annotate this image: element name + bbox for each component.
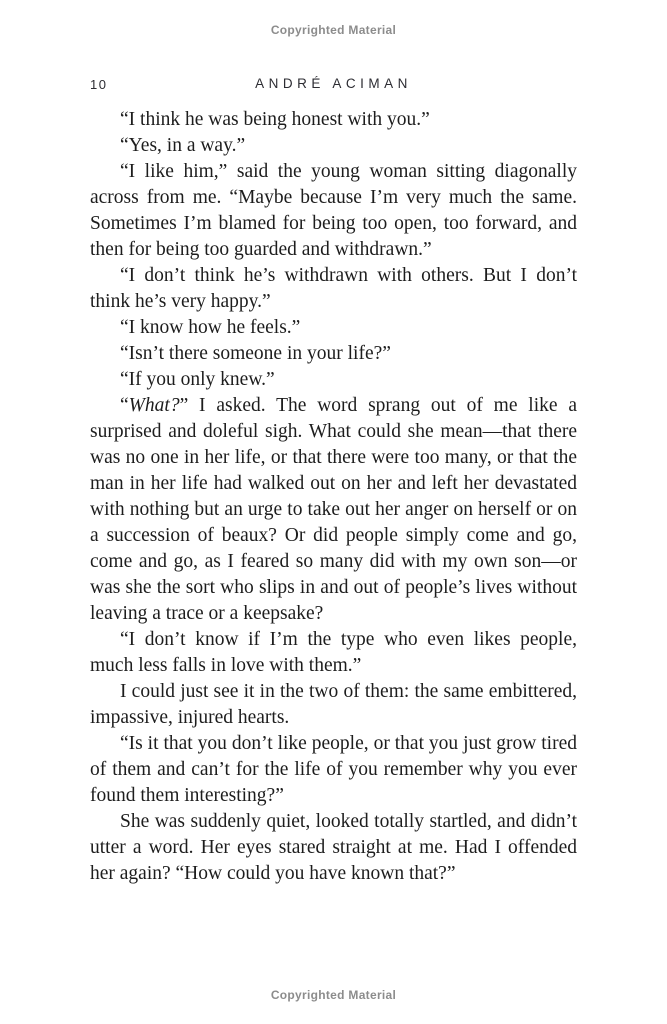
quote-open: “ <box>120 395 129 416</box>
running-header <box>90 76 577 94</box>
running-header-author: ANDRÉ ACIMAN <box>255 76 412 91</box>
paragraph: “I know how he feels.” <box>120 317 301 338</box>
copyright-notice-bottom: Copyrighted Material <box>270 988 397 1002</box>
paragraph: “Yes, in a way.” <box>120 135 246 156</box>
paragraph: “I like him,” said the young woman sitting diagonally across from me. “Maybe because I’m very much the same. Sometimes I’m blamed for being too open, too forward, and then for being too guarded and withdrawn.” <box>90 161 577 260</box>
paragraph-with-italic <box>90 393 577 627</box>
book-text <box>90 107 577 887</box>
paragraph-rest: ” I asked. The word sprang out of me like a surprised and doleful sigh. What could she mean—that there was no one in her life, or that there were too many, or that the man in her life had walked out on her and left her devastated with nothing but an urge to take out her anger on herself or on a succession of beaux? Or did people simply come and go, come and go, as I feared so many did with my own son—or was she the sort who slips in and out of people’s lives without leaving a trace or a keepsake? <box>90 395 577 624</box>
paragraph: “Isn’t there someone in your life?” <box>120 343 391 364</box>
paragraph: I could just see it in the two of them: the same embittered, impassive, injured hearts. <box>90 681 577 728</box>
paragraph: “I think he was being honest with you.” <box>120 109 430 130</box>
paragraph: “I don’t know if I’m the type who even likes people, much less falls in love with them.” <box>90 629 577 676</box>
page-number: 10 <box>90 77 108 92</box>
paragraph: “I don’t think he’s withdrawn with others. But I don’t think he’s very happy.” <box>90 265 577 312</box>
paragraph: “Is it that you don’t like people, or that you just grow tired of them and can’t for the life of you remember why you ever found them interesting?” <box>90 733 577 806</box>
copyright-notice-top: Copyrighted Material <box>270 23 397 37</box>
italic-word: What? <box>128 395 180 416</box>
paragraph: “If you only knew.” <box>120 369 275 390</box>
paragraph: She was suddenly quiet, looked totally startled, and didn’t utter a word. Her eyes stared straight at me. Had I offended her again? “How could you have known that?” <box>90 811 577 884</box>
